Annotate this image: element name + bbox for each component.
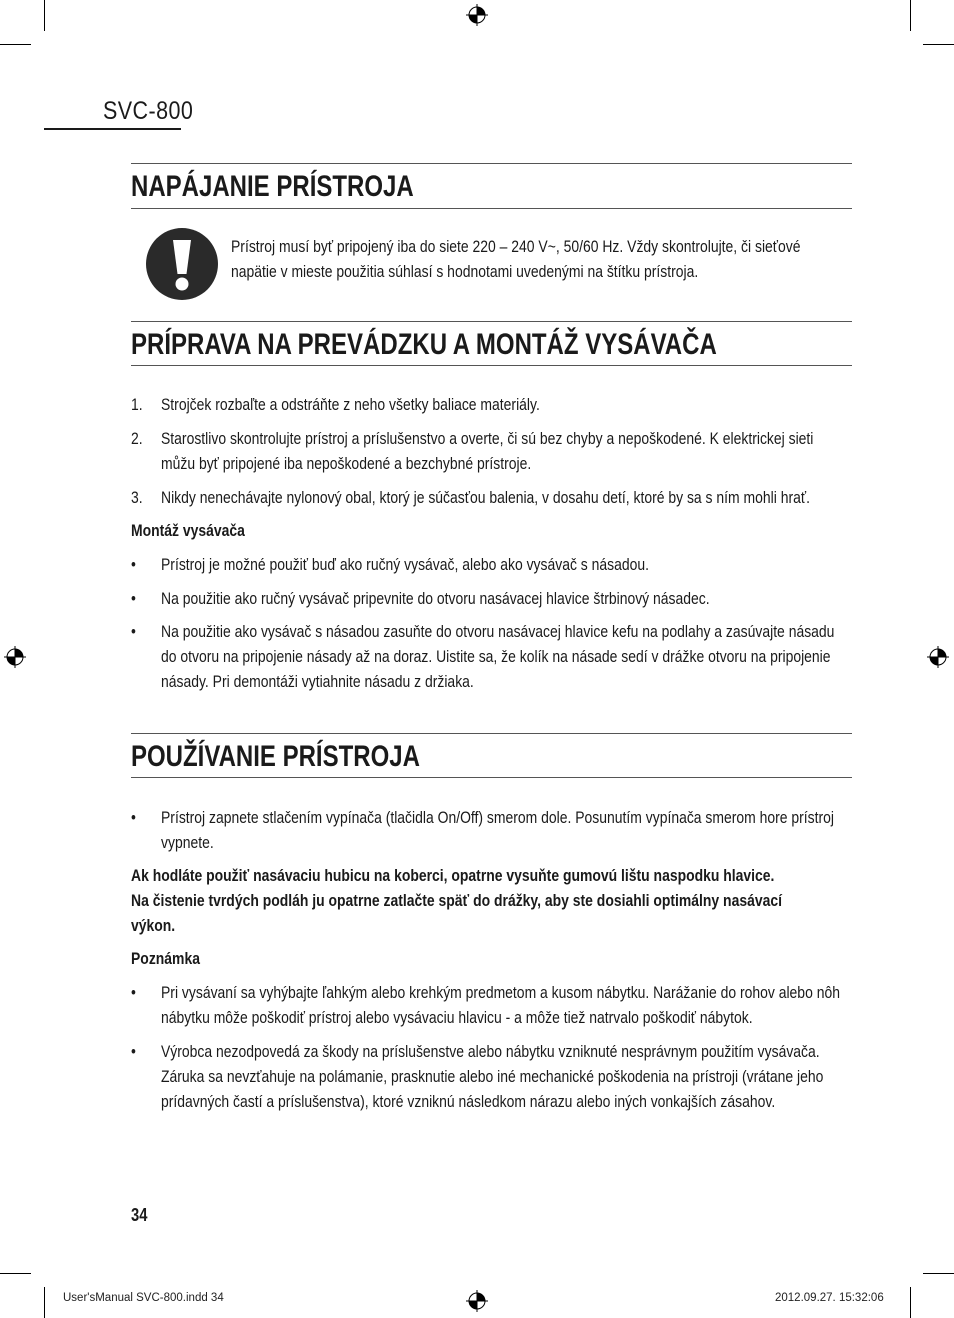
note-subtitle: Poznámka [131,949,200,968]
step-text: můžu byť pripojené iba nepoškodené a bezchybné prístroje. [161,454,532,473]
section-rule-bottom [131,777,852,778]
bullet-icon: • [131,808,136,827]
crop-mark [923,44,954,45]
power-warning-line: napätie v mieste použitia súhlasí s hodnotami uvedenými na štítku prístroja. [231,262,699,281]
crop-mark [44,0,45,31]
assembly-item-text: Prístroj je možné použiť buď ako ručný vysávač, alebo ako vysávač s násadou. [161,555,650,574]
step-text: Starostlivo skontrolujte prístroj a príslušenstvo a overte, či sú bez chyby a nepoškodené. K elektrickej sieti [161,429,814,448]
crop-mark [0,1273,31,1274]
section-title-preparation: PRÍPRAVA NA PREVÁDZKU A MONTÁŽ VYSÁVAČA [131,328,717,361]
note-item-text: nábytku môže poškodiť prístroj alebo vysávaciu hlavicu - a môže tiež natrvalo poškodiť nábytok. [161,1008,753,1027]
crop-mark [910,1287,911,1318]
section-rule-bottom [131,208,852,209]
bullet-icon: • [131,983,136,1002]
bullet-icon: • [131,1042,136,1061]
note-item-text: prídavných častí a príslušenstva), ktoré vzniknú následkom nárazu alebo iných vonkajších zásahov. [161,1092,776,1111]
usage-bold-note: Na čistenie tvrdých podláh ju opatrne zatlačte späť do drážky, aby ste dosiahli optimálny nasávací [131,891,782,910]
bullet-icon: • [131,589,136,608]
crop-mark [910,0,911,31]
assembly-subtitle: Montáž vysávača [131,521,245,540]
slug-filename: User'sManual SVC-800.indd 34 [63,1292,224,1304]
warning-exclamation-icon [146,228,218,300]
registration-mark-icon [927,646,949,668]
crop-mark [44,1287,45,1318]
slug-datetime: 2012.09.27. 15:32:06 [775,1292,884,1304]
step-number: 2. [131,429,143,448]
registration-mark-icon [466,1290,488,1312]
step-text: Strojček rozbaľte a odstráňte z neho všetky baliace materiály. [161,395,540,414]
note-item-text: Záruka sa nevzťahuje na polámanie, prasknutie alebo iné mechanické poškodenia na prístroji (vrátane jeho [161,1067,824,1086]
assembly-item-text: Na použitie ako vysávač s násadou zasuňte do otvoru nasávacej hlavice kefu na podlahy a zasúvajte násadu [161,622,835,641]
section-rule-top [131,163,852,164]
section-title-power: NAPÁJANIE PRÍSTROJA [131,170,414,203]
power-warning-line: Prístroj musí byť pripojený iba do siete 220 – 240 V~, 50/60 Hz. Vždy skontrolujte, či sieťové [231,237,801,256]
model-underline [44,128,181,130]
assembly-item-text: Na použitie ako ručný vysávač pripevnite do otvoru nasávacej hlavice štrbinový násadec. [161,589,710,608]
crop-mark [0,44,31,45]
registration-mark-icon [466,4,488,26]
usage-bold-note: výkon. [131,916,176,935]
model-code: SVC-800 [103,97,194,125]
usage-item-text: vypnete. [161,833,214,852]
step-number: 1. [131,395,143,414]
usage-item-text: Prístroj zapnete stlačením vypínača (tlačidla On/Off) smerom dole. Posunutím vypínača smerom hore prístroj [161,808,835,827]
usage-bold-note: Ak hodláte použiť nasávaciu hubicu na koberci, opatrne vysuňte gumovú lištu naspodku hlavice. [131,866,775,885]
note-item-text: Výrobca nezodpovedá za škody na príslušenstve alebo nábytku vzniknuté nesprávnym použitím vysávača. [161,1042,820,1061]
section-rule-top [131,733,852,734]
assembly-item-text: násady. Pri demontáži vytiahnite násadu z držiaka. [161,672,474,691]
bullet-icon: • [131,555,136,574]
step-number: 3. [131,488,143,507]
crop-mark [923,1273,954,1274]
bullet-icon: • [131,622,136,641]
step-text: Nikdy nenechávajte nylonový obal, ktorý je súčasťou balenia, v dosahu detí, ktoré by sa s ním mohli hrať. [161,488,810,507]
section-title-usage: POUŽÍVANIE PRÍSTROJA [131,740,420,773]
section-rule-top [131,321,852,322]
page-number: 34 [131,1205,148,1225]
section-rule-bottom [131,365,852,366]
assembly-item-text: do otvoru na pripojenie násady až na doraz. Uistite sa, že kolík na násade sedí v drážke otvoru na pripojenie [161,647,831,666]
note-item-text: Pri vysávaní sa vyhýbajte ľahkým alebo krehkým predmetom a kusom nábytku. Narážanie do rohov alebo nôh [161,983,840,1002]
registration-mark-icon [4,646,26,668]
